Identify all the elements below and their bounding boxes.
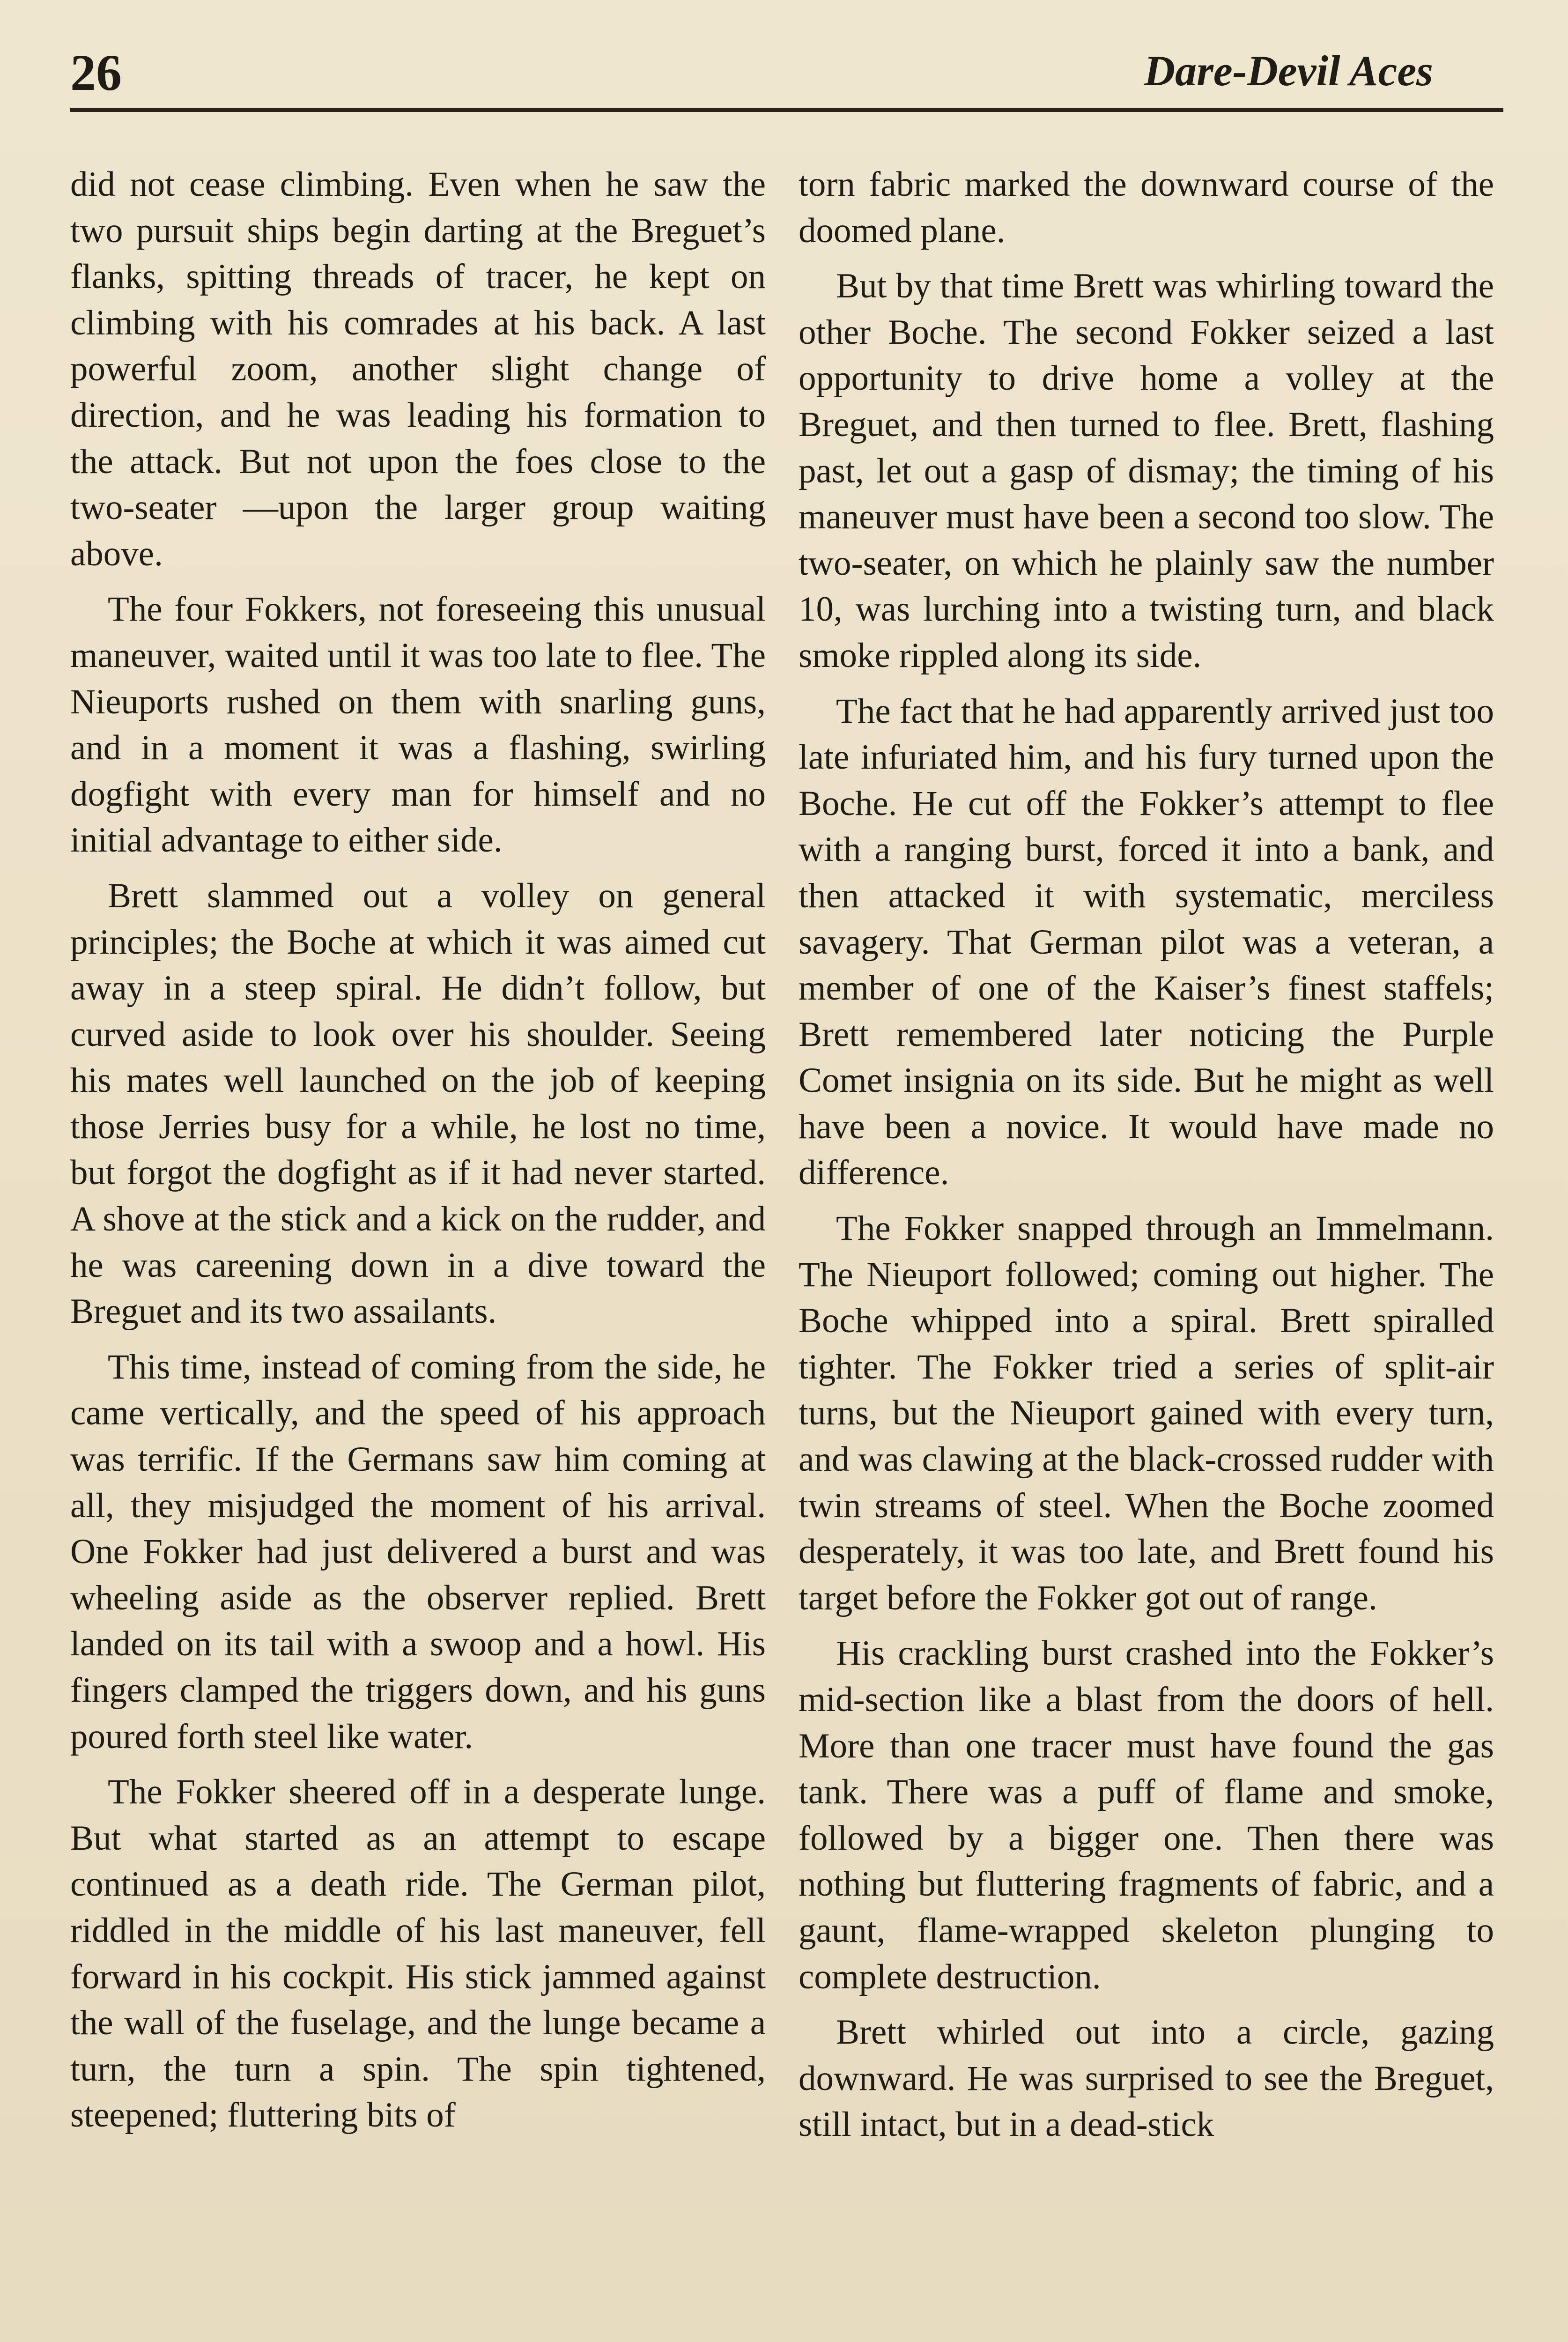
magazine-title: Dare-Devil Aces — [1144, 47, 1433, 95]
paragraph: The Fokker sheered off in a desperate lunge. But what started as an attempt to escape continued as a death ride. The German pilot, riddled in the middle of his last maneuver, fell forward in his cockpit. His stick jammed against the wall of the fuselage, and the lunge became a turn, the turn a spin. The spin tightened, steepened; fluttering bits of — [70, 1772, 766, 2135]
paragraph: Brett slammed out a volley on general principles; the Boche at which it was aimed cut away in a steep spiral. He didn’t follow, but curved aside to look over his shoulder. Seeing his mates well launched on the job of keeping those Jerries busy for a while, he lost no time, but forgot the dogfight as if it had never started. A shove at the stick and a kick on the rudder, and he was careening down in a dive toward the Breguet and its two assailants. — [70, 876, 766, 1331]
paragraph: His crackling burst crashed into the Fokker’s mid-section like a blast from the doors of hell. More than one tracer must have found the gas tank. There was a puff of flame and smoke, followed by a bigger one. Then there was nothing but fluttering fragments of fabric, and a gaunt, flame-wrapped skeleton plunging to complete destruction. — [799, 1634, 1494, 1996]
paragraph: This time, instead of coming from the side, he came vertically, and the speed of his approach was terrific. If the Germans saw him coming at all, they misjudged the moment of his arrival. One Fokker had just delivered a burst and was wheeling aside as the observer replied. Brett landed on its tail with a swoop and a howl. His fingers clamped the triggers down, and his guns poured forth steel like water. — [70, 1347, 766, 1756]
paragraph: But by that time Brett was whirling toward the other Boche. The second Fokker seized a last opportunity to drive home a volley at the Breguet, and then turned to flee. Brett, flashing past, let out a gasp of dismay; the timing of his maneuver must have been a second too slow. The two-seater, on which he plainly saw the number 10, was lurching into a twisting turn, and black smoke rippled along its side. — [799, 267, 1494, 675]
page-header — [70, 44, 1503, 112]
right-column — [799, 162, 1494, 2157]
paragraph: The fact that he had apparently arrived just too late infuriated him, and his fury turned upon the Boche. He cut off the Fokker’s attempt to flee with a ranging burst, forced it into a bank, and then attacked it with systematic, merciless savagery. That German pilot was a veteran, a member of one of the Kaiser’s finest staffels; Brett remembered later noticing the Purple Comet insignia on its side. But he might as well have been a novice. It would have made no difference. — [799, 691, 1494, 1193]
paragraph: The four Fokkers, not foreseeing this unusual maneuver, waited until it was too late to flee. The Nieuports rushed on them with snarling guns, and in a moment it was a flashing, swirling dogfight with every man for himself and no initial advantage to either side. — [70, 590, 766, 860]
paragraph: The Fokker snapped through an Immelmann. The Nieuport followed; coming out higher. The Boche whipped into a spiral. Brett spiralled tighter. The Fokker tried a series of split-air turns, but the Nieuport gained with every turn, and was clawing at the black-crossed rudder with twin streams of steel. When the Boche zoomed desperately, it was too late, and Brett found his target before the Fokker got out of range. — [799, 1209, 1494, 1617]
paragraph: did not cease climbing. Even when he saw the two pursuit ships begin darting at the Breguet’s flanks, spitting threads of tracer, he kept on climbing with his comrades at his back. A last powerful zoom, another slight change of direction, and he was leading his formation to the attack. But not upon the foes close to the two-seater —upon the larger group waiting above. — [70, 165, 766, 573]
left-column — [70, 162, 766, 2148]
paragraph: torn fabric marked the downward course of the doomed plane. — [799, 165, 1494, 250]
page-number: 26 — [70, 44, 122, 101]
paragraph: Brett whirled out into a circle, gazing downward. He was surprised to see the Breguet, still intact, but in a dead-stick — [799, 2013, 1494, 2144]
